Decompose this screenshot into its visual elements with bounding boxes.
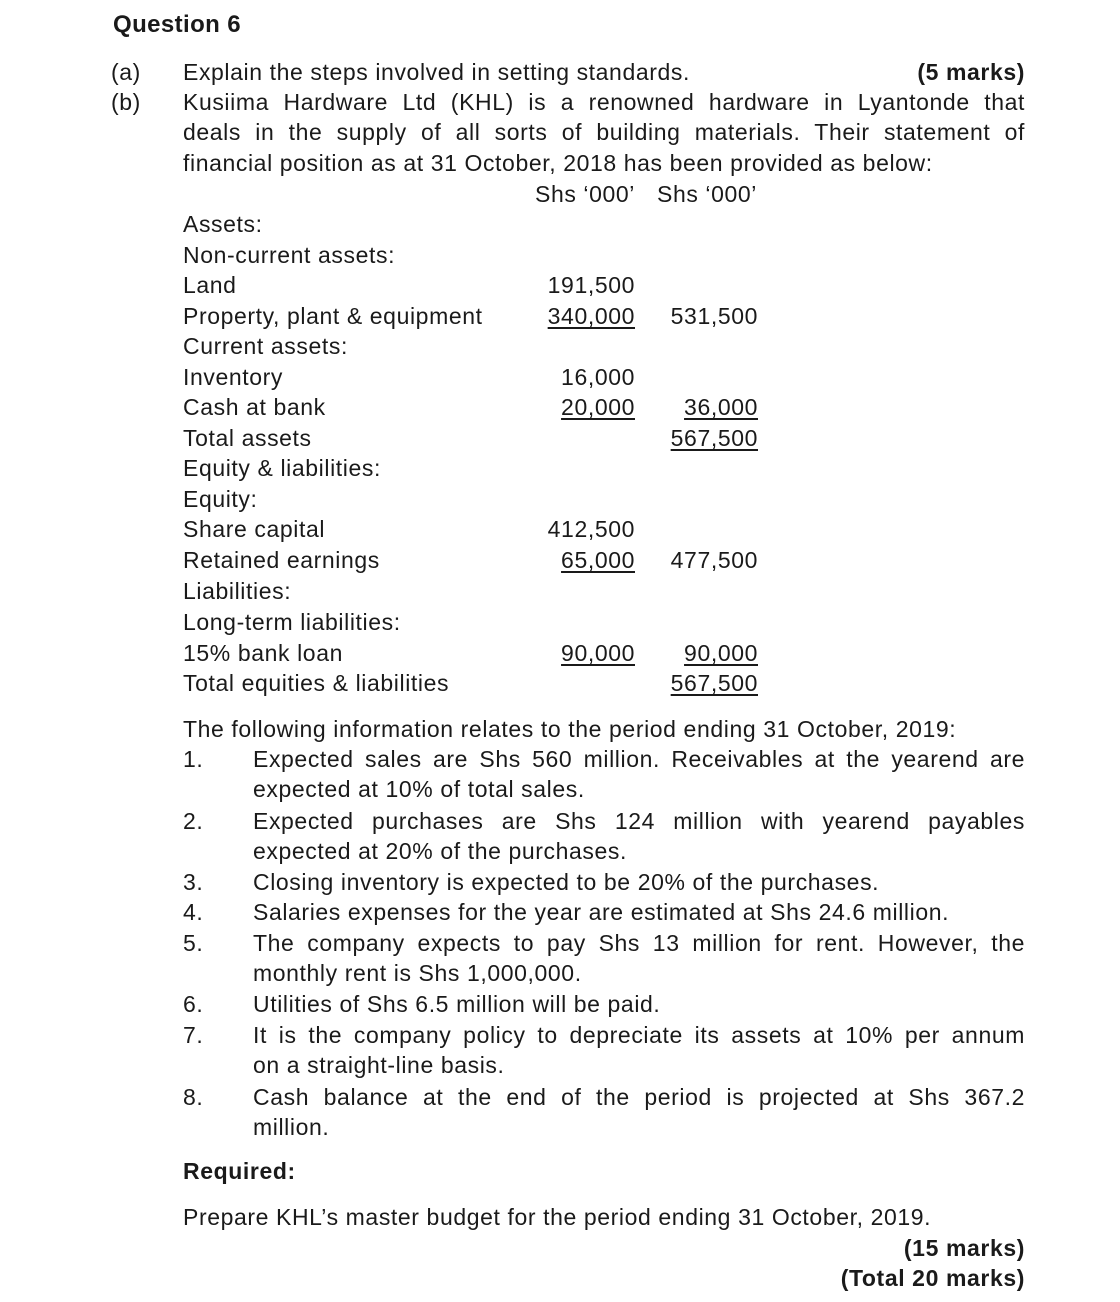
sofp-row-label: Inventory <box>183 364 284 390</box>
list-item-number: 3. <box>183 869 204 895</box>
sofp-total: 567,500 <box>670 670 758 696</box>
sofp-row-label: Total assets <box>183 425 312 451</box>
list-item-line: It is the company policy to depreciate its assets at 10% per annum <box>253 1022 1025 1048</box>
list-item-line: expected at 20% of the purchases. <box>253 838 627 864</box>
part-b-intro-line: financial position as at 31 October, 2018 has been provided as below: <box>183 150 933 176</box>
sofp-row-label: 15% bank loan <box>183 640 343 666</box>
question-title: Question 6 <box>113 11 242 38</box>
list-item-line: monthly rent is Shs 1,000,000. <box>253 960 582 986</box>
sofp-row-label: Share capital <box>183 516 326 542</box>
list-item-number: 1. <box>183 746 204 772</box>
list-item-line: Utilities of Shs 6.5 million will be paid. <box>253 991 661 1017</box>
list-item-line: Expected purchases are Shs 124 million with yearend payables <box>253 808 1025 834</box>
sofp-row-label: Land <box>183 272 237 298</box>
required-marks: (15 marks) <box>903 1235 1025 1261</box>
part-a-label: (a) <box>111 59 141 85</box>
list-item-line: expected at 10% of total sales. <box>253 776 585 802</box>
sofp-value: 65,000 <box>561 547 635 573</box>
list-item-line: Salaries expenses for the year are estimated at Shs 24.6 million. <box>253 899 950 925</box>
part-a-text: Explain the steps involved in setting standards. <box>183 59 690 85</box>
sofp-row-label: Retained earnings <box>183 547 380 573</box>
sofp-row-label: Equity & liabilities: <box>183 455 381 481</box>
list-item-number: 7. <box>183 1022 204 1048</box>
info-intro: The following information relates to the period ending 31 October, 2019: <box>183 716 957 742</box>
sofp-row-label: Cash at bank <box>183 394 326 420</box>
sofp-value: 191,500 <box>547 272 635 298</box>
sofp-total: 567,500 <box>670 425 758 451</box>
sofp-row-label: Liabilities: <box>183 578 292 604</box>
sofp-row-label: Total equities & liabilities <box>183 670 450 696</box>
sofp-row-label: Long-term liabilities: <box>183 609 401 635</box>
part-a-marks: (5 marks) <box>917 59 1025 85</box>
sofp-row-label: Assets: <box>183 211 263 237</box>
list-item-number: 2. <box>183 808 204 834</box>
list-item-number: 8. <box>183 1084 204 1110</box>
sofp-row-label: Current assets: <box>183 333 348 359</box>
part-b-intro-line: Kusiima Hardware Ltd (KHL) is a renowned hardware in Lyantonde that <box>183 89 1025 115</box>
sofp-value: 20,000 <box>561 394 635 420</box>
sofp-total: 477,500 <box>670 547 758 573</box>
part-b-intro-line: deals in the supply of all sorts of building materials. Their statement of <box>183 119 1025 145</box>
list-item-line: million. <box>253 1114 330 1140</box>
sofp-total: 90,000 <box>684 640 758 666</box>
list-item-line: Closing inventory is expected to be 20% of the purchases. <box>253 869 880 895</box>
sofp-total: 531,500 <box>670 303 758 329</box>
sofp-total: 36,000 <box>684 394 758 420</box>
list-item-line: The company expects to pay Shs 13 million for rent. However, the <box>253 930 1025 956</box>
sofp-value: 340,000 <box>547 303 635 329</box>
list-item-line: on a straight-line basis. <box>253 1052 505 1078</box>
required-text: Prepare KHL’s master budget for the period ending 31 October, 2019. <box>183 1204 932 1230</box>
col-header-2: Shs ‘000’ <box>657 181 758 207</box>
sofp-value: 16,000 <box>561 364 635 390</box>
list-item-number: 5. <box>183 930 204 956</box>
total-marks: (Total 20 marks) <box>840 1265 1025 1291</box>
sofp-row-label: Equity: <box>183 486 258 512</box>
sofp-value: 90,000 <box>561 640 635 666</box>
sofp-value: 412,500 <box>547 516 635 542</box>
list-item-line: Expected sales are Shs 560 million. Receivables at the yearend are <box>253 746 1025 772</box>
col-header-1: Shs ‘000’ <box>535 181 636 207</box>
sofp-row-label: Non-current assets: <box>183 242 396 268</box>
list-item-line: Cash balance at the end of the period is projected at Shs 367.2 <box>253 1084 1025 1110</box>
part-b-label: (b) <box>111 89 141 115</box>
list-item-number: 6. <box>183 991 204 1017</box>
sofp-row-label: Property, plant & equipment <box>183 303 483 329</box>
list-item-number: 4. <box>183 899 204 925</box>
required-heading: Required: <box>183 1158 296 1184</box>
